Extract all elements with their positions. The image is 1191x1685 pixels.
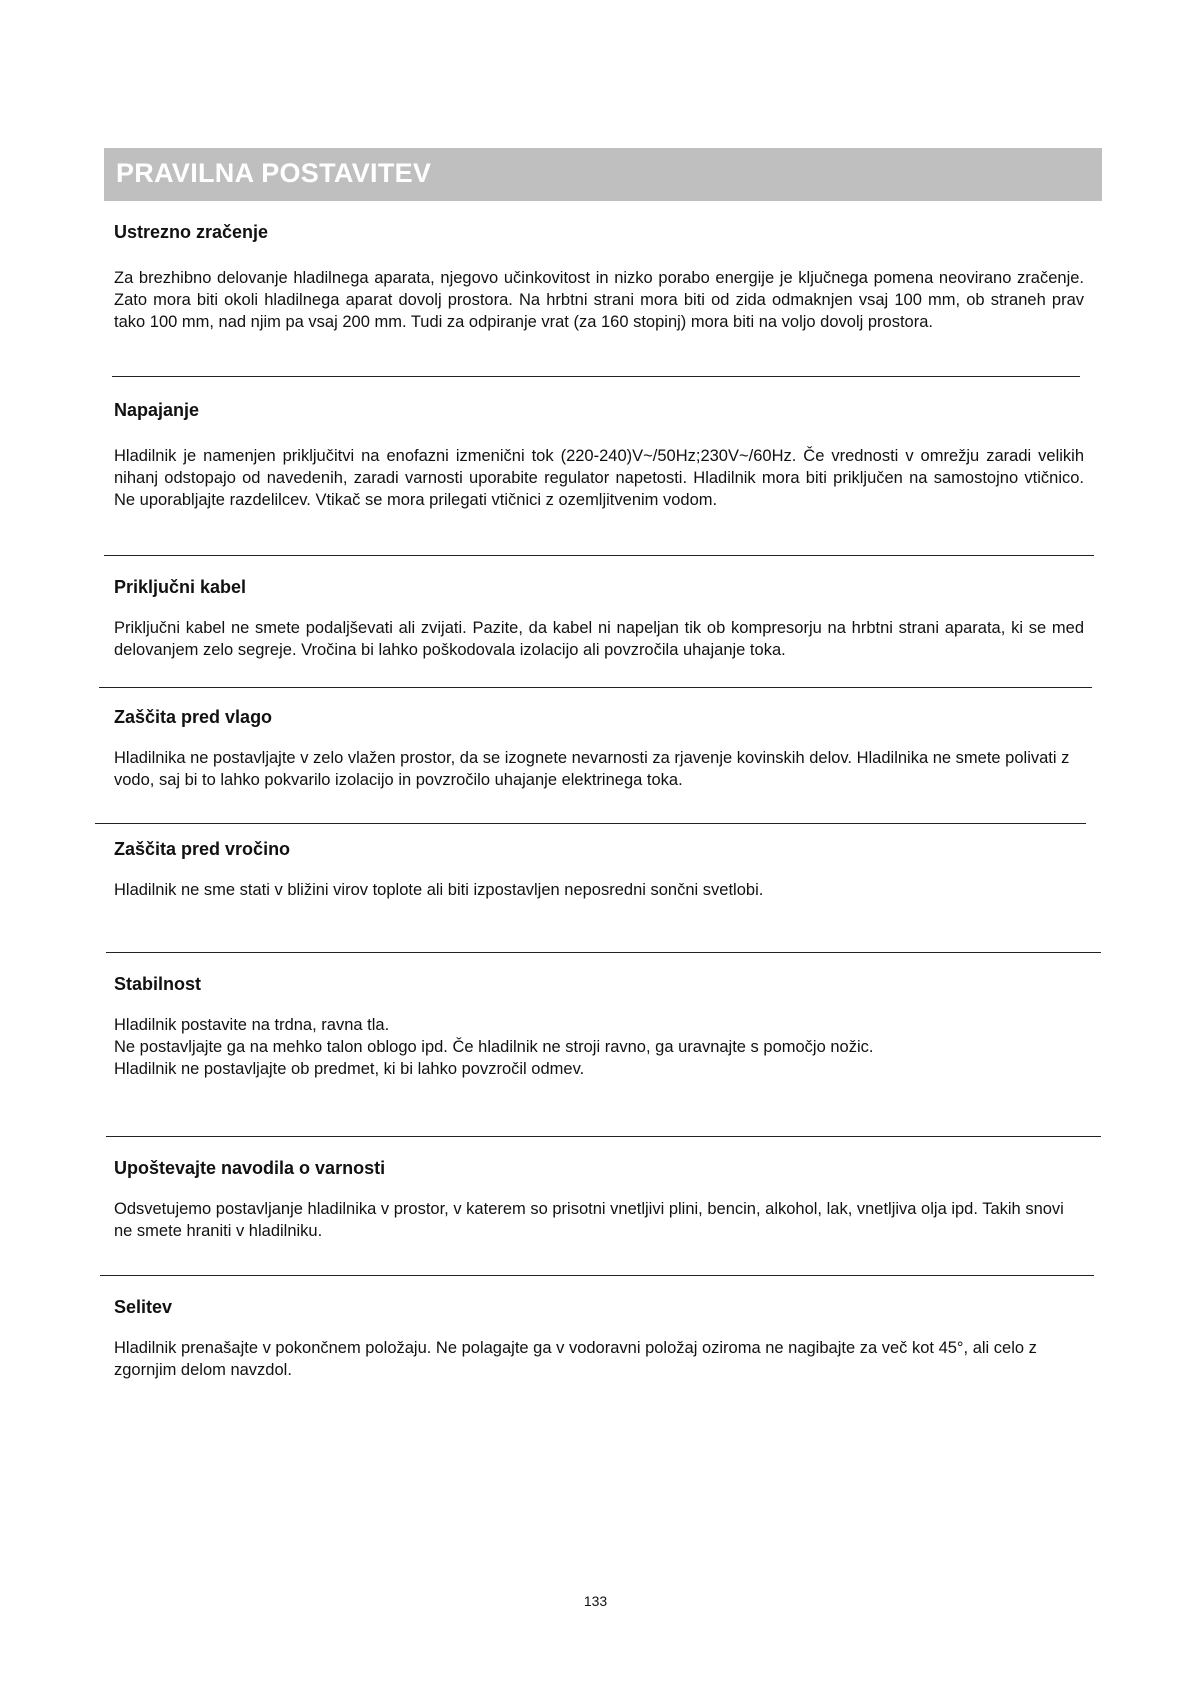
paragraph: Hladilnik ne postavljajte ob predmet, ki bi lahko povzročil odmev.	[114, 1060, 585, 1078]
section-moisture-protection	[114, 707, 1084, 791]
section-heading: Zaščita pred vročino	[114, 839, 291, 859]
section-heading: Zaščita pred vlago	[114, 707, 273, 727]
divider	[100, 1275, 1094, 1276]
section-body	[114, 445, 1084, 511]
divider	[99, 687, 1092, 688]
paragraph: Ne postavljajte ga na mehko talon oblogo ipd. Če hladilnik ne stroji ravno, ga uravnajte s pomočjo nožic.	[114, 1038, 874, 1056]
section-heading: Selitev	[114, 1297, 173, 1317]
paragraph: Hladilnik prenašajte v pokončnem položaju. Ne polagajte ga v vodoravni položaj oziroma ne nagibajte za več kot 45°, ali celo z zgornjim delom navzdol.	[114, 1339, 1037, 1379]
paragraph: Hladilnik ne sme stati v bližini virov toplote ali biti izpostavljen neposredni sončni svetlobi.	[114, 881, 764, 899]
page-title: PRAVILNA POSTAVITEV	[116, 158, 432, 188]
paragraph: Priključni kabel ne smete podaljševati ali zvijati. Pazite, da kabel ni napeljan tik ob kompresorju na hrbtni strani aparata, ki se med delovanjem zelo segreje. Vročina bi lahko poškodovala izolacijo ali povzročila uhajanje toka.	[114, 619, 1084, 659]
section-moving	[114, 1297, 1084, 1381]
section-heading: Stabilnost	[114, 974, 202, 994]
section-heat-protection	[114, 839, 1084, 901]
section-body	[114, 1198, 1084, 1242]
section-title-bar	[104, 148, 1102, 201]
section-safety-instructions	[114, 1158, 1084, 1242]
section-heading: Priključni kabel	[114, 577, 247, 597]
divider	[112, 376, 1080, 377]
section-power-cable	[114, 577, 1084, 661]
section-body	[114, 617, 1084, 661]
section-body	[114, 747, 1084, 791]
paragraph: Hladilnik postavite na trdna, ravna tla.	[114, 1016, 390, 1034]
section-body	[114, 879, 1084, 901]
paragraph: Odsvetujemo postavljanje hladilnika v prostor, v katerem so prisotni vnetljivi plini, bencin, alkohol, lak, vnetljiva olja ipd. Takih snovi ne smete hraniti v hladilniku.	[114, 1200, 1064, 1240]
divider	[95, 823, 1086, 824]
page-number: 133	[583, 1593, 608, 1609]
paragraph: Hladilnik je namenjen priključitvi na enofazni izmenični tok (220-240)V~/50Hz;230V~/60Hz. Če vrednosti v omrežju zaradi velikih nihanj odstopajo od navedenih, zaradi varnosti uporabite regulator napetosti. Hladilnik mora biti priključen na samostojno vtičnico. Ne uporabljajte razdelilcev. Vtikač se mora prilegati vtičnici z ozemljitvenim vodom.	[114, 447, 1084, 509]
section-body	[114, 267, 1084, 333]
paragraph: Za brezhibno delovanje hladilnega aparata, njegovo učinkovitost in nizko porabo energije je ključnega pomena neovirano zračenje. Zato mora biti okoli hladilnega aparat dovolj prostora. Na hrbtni strani mora biti od zida odmaknjen vsaj 100 mm, ob straneh prav tako 100 mm, nad njim pa vsaj 200 mm. Tudi za odpiranje vrat (za 160 stopinj) mora biti na voljo dovolj prostora.	[114, 269, 1084, 331]
section-heading: Ustrezno zračenje	[114, 222, 269, 242]
section-heading: Upoštevajte navodila o varnosti	[114, 1158, 386, 1178]
section-stability	[114, 974, 1084, 1080]
divider	[106, 952, 1101, 953]
divider	[106, 1136, 1101, 1137]
section-body	[114, 1014, 1084, 1080]
section-ventilation	[114, 222, 1084, 333]
section-body	[114, 1337, 1084, 1381]
paragraph: Hladilnika ne postavljajte v zelo vlažen prostor, da se izognete nevarnosti za rjavenje kovinskih delov. Hladilnika ne smete polivati z vodo, saj bi to lahko pokvarilo izolacijo in povzročilo uhajanje elektrinega toka.	[114, 749, 1070, 789]
section-power	[114, 400, 1084, 511]
divider	[104, 555, 1094, 556]
section-heading: Napajanje	[114, 400, 200, 420]
